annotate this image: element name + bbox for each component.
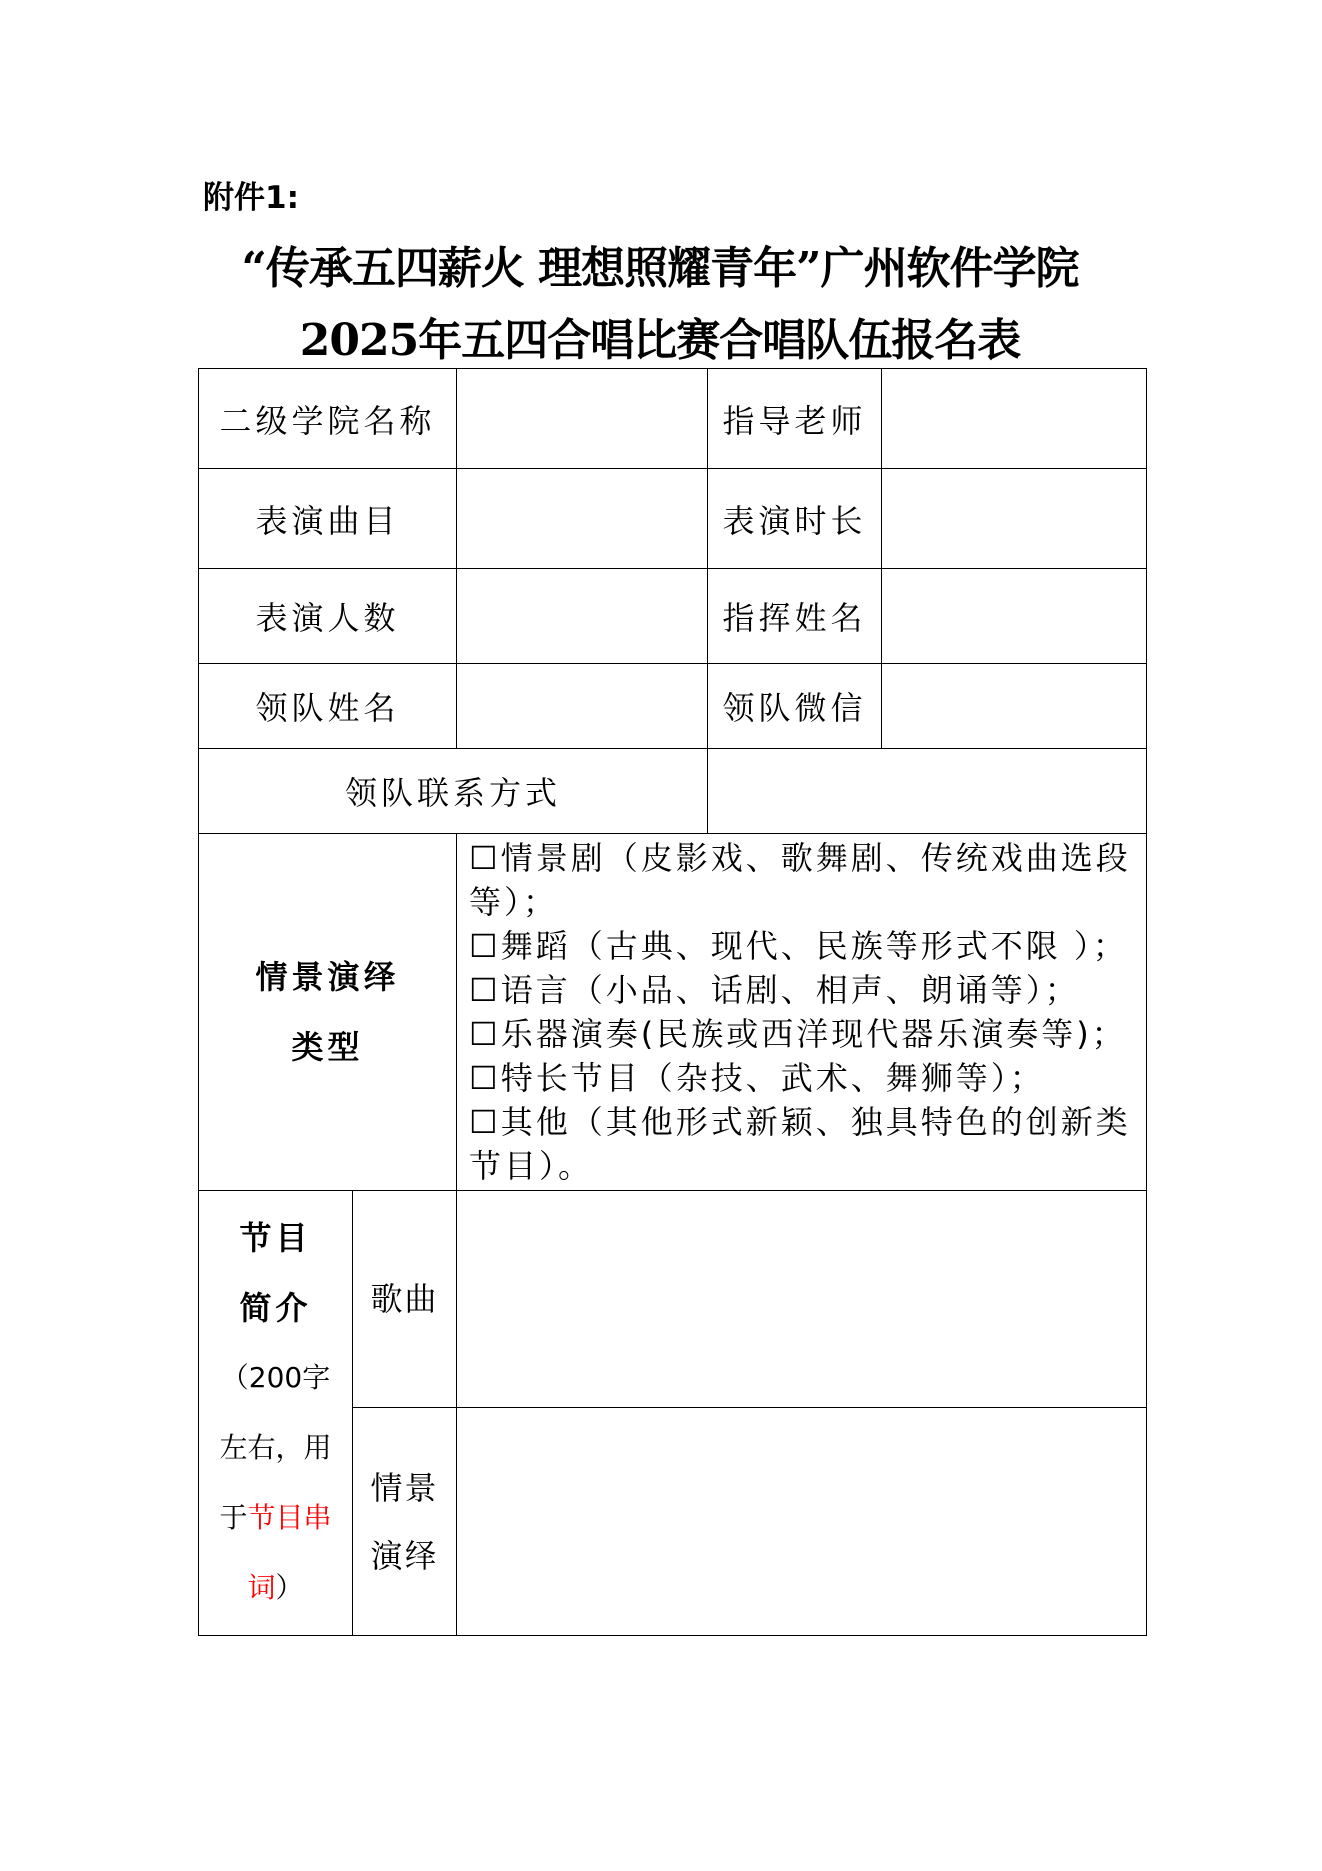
- leader-wechat-field[interactable]: [882, 664, 1147, 749]
- conductor-label: 指挥姓名: [708, 569, 882, 664]
- option-other-cont: 节目）。: [469, 1147, 594, 1185]
- scenario-type-label: [199, 834, 457, 1191]
- scenario-intro-label: [353, 1408, 457, 1636]
- leader-name-label: 领队姓名: [199, 664, 457, 749]
- scenario-intro-field[interactable]: [457, 1408, 1147, 1636]
- form-title-line2: 2025年五四合唱比赛合唱队伍报名表: [299, 315, 1021, 366]
- form-title-line1: “传承五四薪火 理想照耀青年”广州软件学院: [241, 243, 1079, 294]
- option-drama-cont: 等）；: [469, 883, 559, 921]
- instructor-label: 指导老师: [708, 369, 882, 469]
- leader-contact-label: 领队联系方式: [199, 749, 708, 834]
- scenario-type-label-line1: 情景演绎: [255, 958, 400, 996]
- intro-line2: 简介: [239, 1289, 312, 1327]
- attachment-label: 附件1:: [203, 180, 299, 216]
- intro-line1: 节目: [239, 1219, 312, 1257]
- option-dance[interactable]: ☐舞蹈（古典、现代、民族等形式不限 ）；: [469, 927, 1128, 965]
- song-title-label: 表演曲目: [199, 469, 457, 569]
- song-intro-label: 歌曲: [353, 1191, 457, 1408]
- intro-line6-red: 词: [247, 1571, 276, 1604]
- option-other[interactable]: ☐其他（其他形式新颖、独具特色的创新类: [469, 1103, 1131, 1141]
- leader-wechat-label: 领队微信: [708, 664, 882, 749]
- instructor-field[interactable]: [882, 369, 1147, 469]
- intro-line3: （200字: [220, 1361, 331, 1394]
- college-name-field[interactable]: [457, 369, 708, 469]
- song-intro-field[interactable]: [457, 1191, 1147, 1408]
- leader-name-field[interactable]: [457, 664, 708, 749]
- performer-count-field[interactable]: [457, 569, 708, 664]
- intro-line5-red: 节目串: [247, 1501, 332, 1534]
- leader-contact-field[interactable]: [708, 749, 1147, 834]
- intro-line4: 左右，用: [219, 1431, 332, 1464]
- registration-form-table: [198, 368, 1147, 1636]
- duration-label: 表演时长: [708, 469, 882, 569]
- performer-count-label: 表演人数: [199, 569, 457, 664]
- scenario-type-options: [457, 834, 1147, 1191]
- college-name-label: 二级学院名称: [199, 369, 457, 469]
- song-title-field[interactable]: [457, 469, 708, 569]
- intro-line6-suffix: ）: [275, 1571, 304, 1604]
- option-drama[interactable]: ☐情景剧（皮影戏、歌舞剧、传统戏曲选段: [469, 839, 1131, 877]
- scenario-intro-label-line2: 演绎: [370, 1536, 439, 1575]
- intro-line5-prefix: 于: [219, 1501, 248, 1534]
- scenario-type-label-line2: 类型: [291, 1028, 364, 1066]
- option-language[interactable]: ☐语言（小品、话剧、相声、朗诵等）；: [469, 971, 1080, 1009]
- scenario-intro-label-line1: 情景: [370, 1468, 439, 1507]
- duration-field[interactable]: [882, 469, 1147, 569]
- option-instrument[interactable]: ☐乐器演奏(民族或西洋现代器乐演奏等)；: [469, 1015, 1127, 1053]
- conductor-field[interactable]: [882, 569, 1147, 664]
- option-special[interactable]: ☐特长节目（杂技、武术、舞狮等）；: [469, 1059, 1045, 1097]
- program-intro-label: [199, 1191, 353, 1636]
